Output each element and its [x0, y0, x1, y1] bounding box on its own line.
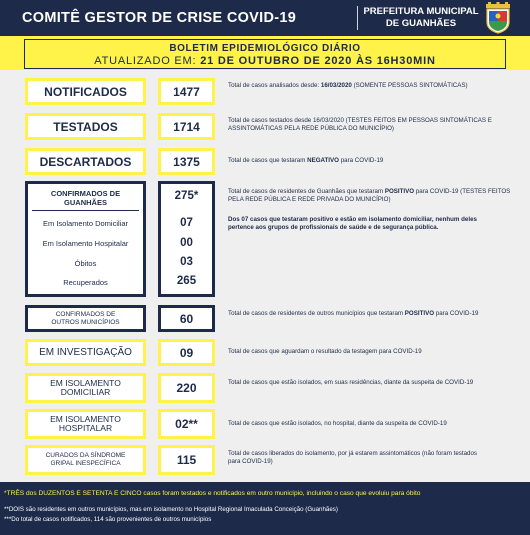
isolamento-domiciliar-row-value: 07 — [180, 217, 193, 229]
confirmados-note — [228, 216, 498, 232]
bulletin-title: BOLETIM EPIDEMIOLÓGICO DIÁRIO — [169, 43, 361, 54]
descartados-desc-bold: NEGATIVO — [307, 157, 339, 164]
notificados-label: NOTIFICADOS — [25, 78, 146, 105]
isolamento-hospitalar-desc: Total de casos que estão isolados, no hospital, diante da suspeita de COVID-19 — [228, 420, 447, 427]
header-bar — [0, 0, 530, 36]
outros-municipios-desc — [228, 310, 523, 318]
investigacao-value: 09 — [158, 339, 215, 366]
obitos-row-label: Óbitos — [74, 259, 97, 268]
curados-sindrome-label — [25, 445, 146, 475]
outros-municipios-value: 60 — [158, 305, 215, 332]
outros-municipios-desc-pre: Total de casos de residentes de outros municípios que testaram — [228, 310, 405, 317]
prefeitura-line2: DE GUANHÃES — [385, 17, 457, 29]
isolamento-hospitalar-label-line2: HOSPITALAR — [58, 423, 113, 433]
outros-municipios-desc-post: para COVID-19 — [434, 310, 479, 317]
header-divider — [357, 6, 358, 30]
isolamento-domiciliar-label-line2: DOMICILIAR — [60, 387, 111, 397]
outros-municipios-desc-bold: POSITIVO — [404, 310, 435, 317]
isolamento-hospitalar-value: 02** — [158, 409, 215, 439]
confirmados-note-bold: Dos 07 casos que testaram positivo e estão em isolamento domiciliar, — [228, 216, 434, 223]
descartados-label: DESCARTADOS — [25, 148, 146, 175]
notificados-desc-date: 16/03/2020 — [320, 82, 352, 89]
recuperados-row-value: 265 — [176, 275, 197, 287]
confirmados-desc — [228, 188, 523, 204]
isolamento-hospitalar-label — [25, 409, 146, 439]
isolamento-hospitalar-label-line1: EM ISOLAMENTO — [50, 413, 121, 424]
prefeitura-name — [362, 6, 480, 29]
confirmados-desc-bold: POSITIVO — [384, 188, 415, 195]
bulletin-updated — [25, 55, 505, 67]
investigacao-desc: Total de casos que aguardam o resultado da testagem para COVID-19 — [228, 348, 422, 355]
recuperados-row-label: Recuperados — [63, 278, 108, 287]
investigacao-label: EM INVESTIGAÇÃO — [25, 339, 146, 366]
confirmados-value-box — [158, 181, 215, 297]
notificados-desc-post: (SOMENTE PESSOAS SINTOMÁTICAS) — [351, 82, 468, 89]
isolamento-domiciliar-value: 220 — [158, 373, 215, 403]
isolamento-domiciliar-label-line1: EM ISOLAMENTO — [50, 377, 121, 388]
header-title: COMITÊ GESTOR DE CRISE COVID-19 — [22, 10, 297, 26]
descartados-desc-pre: Total de casos que testaram — [228, 157, 308, 164]
outros-municipios-label-line2: OUTROS MUNICÍPIOS — [51, 318, 120, 326]
descartados-value: 1375 — [158, 148, 215, 175]
testados-label: TESTADOS — [25, 113, 146, 140]
testados-desc: Total de casos testados desde 16/03/2020 (TESTES FEITOS EM PESSOAS SINTOMÁTICAS E ASSINTOMÁTICAS PELA REDE PÚBLICA DO MUNICÍPIO) — [228, 117, 492, 132]
isolamento-hospitalar-row-label: Em Isolamento Hospitalar — [42, 239, 129, 248]
descartados-desc-post: para COVID-19 — [338, 157, 384, 164]
confirmados-label-box — [25, 181, 146, 297]
footnote-1: *TRÊS dos DUZENTOS E SETENTA E CINCO casos foram testados e notificados em outro município, incluindo o caso que evoluiu para óbito — [4, 490, 421, 497]
confirmados-desc-post: para COVID-19 (TESTES FEITOS PELA REDE PÚBLICA E REDE PRIVADA DO MUNICÍPIO) — [228, 188, 511, 203]
confirmados-value: 275* — [174, 190, 199, 202]
curados-sindrome-value: 115 — [158, 445, 215, 475]
footnote-2: **DOIS são residentes em outros municípios, mas em isolamento no Hospital Regional Imaculada Conceição (Guanhães) — [4, 506, 338, 513]
outros-municipios-label-line1: CONFIRMADOS DE — [55, 311, 116, 318]
isolamento-domiciliar-desc: Total de casos que estão isolados, em suas residências, diante da suspeita de COVID-19 — [228, 379, 474, 386]
confirmados-title-line2: GUANHÃES — [64, 198, 107, 207]
prefeitura-line1: PREFEITURA MUNICIPAL — [363, 6, 479, 17]
updated-prefix: ATUALIZADO EM: — [94, 55, 201, 67]
descartados-desc — [228, 157, 523, 165]
curados-sindrome-label-line2: GRIPAL INESPECÍFICA — [50, 460, 121, 467]
footnote-3: ***Do total de casos notificados, 114 são provenientes de outros municípios — [4, 516, 212, 523]
isolamento-hospitalar-row-value: 00 — [180, 237, 193, 249]
confirmados-title — [28, 189, 143, 207]
notificados-value: 1477 — [158, 78, 215, 105]
confirmados-divider — [32, 210, 139, 211]
testados-value: 1714 — [158, 113, 215, 140]
city-coat-of-arms-icon — [483, 2, 513, 34]
isolamento-domiciliar-row-label: Em Isolamento Domiciliar — [42, 219, 129, 228]
curados-sindrome-label-line1: CURADOS DA SÍNDROME — [45, 452, 126, 459]
isolamento-domiciliar-label — [25, 373, 146, 403]
outros-municipios-label — [25, 305, 146, 332]
notificados-desc-pre: Total de casos analisados desde: — [228, 82, 321, 89]
footer-notes — [0, 482, 530, 535]
obitos-row-value: 03 — [180, 256, 193, 268]
updated-value: 21 DE OUTUBRO DE 2020 ÀS 16H30MIN — [200, 55, 436, 67]
confirmados-note-rest: nenhum deles pertence aos grupos de profissionais de saúde e de segurança pública. — [228, 216, 477, 231]
bulletin-box — [24, 39, 506, 69]
curados-sindrome-desc: Total de casos liberados do isolamento, por já estarem assintomáticos (não foram testados para COVID-19) — [228, 450, 478, 465]
confirmados-title-line1: CONFIRMADOS DE — [50, 189, 121, 198]
confirmados-desc-pre: Total de casos de residentes de Guanhães que testaram — [228, 188, 385, 195]
notificados-desc — [228, 82, 523, 90]
